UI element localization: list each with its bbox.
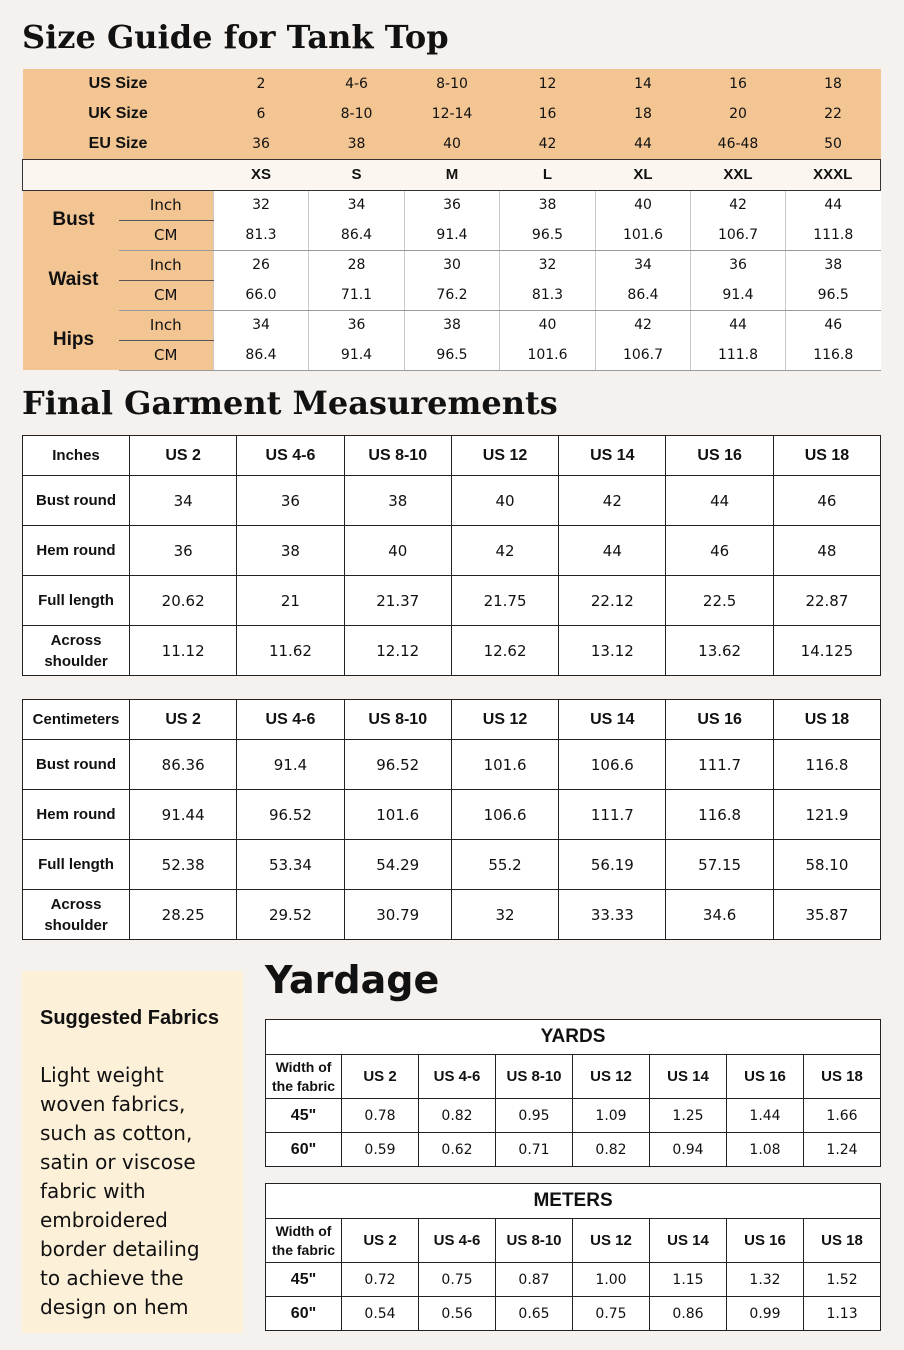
body-measurement-row <box>23 280 881 310</box>
measurement-value: 106.7 <box>691 220 786 250</box>
measurement-name: Hips <box>23 310 119 370</box>
yardage-value: 0.94 <box>650 1133 727 1167</box>
garment-value: 101.6 <box>451 740 558 790</box>
final-garment-title: Final Garment Measurements <box>22 384 558 422</box>
measurement-value: 101.6 <box>596 220 691 250</box>
yardage-header-row <box>266 1055 881 1099</box>
garment-value: 121.9 <box>773 790 880 840</box>
garment-value: 35.87 <box>773 890 880 940</box>
garment-row <box>23 626 881 676</box>
measurement-value: 86.4 <box>309 220 405 250</box>
conversion-value: 8-10 <box>405 69 500 99</box>
yardage-value: 0.54 <box>342 1297 419 1331</box>
garment-value: 29.52 <box>237 890 344 940</box>
measurement-unit: CM <box>119 220 214 250</box>
garment-value: 38 <box>237 526 344 576</box>
size-header: US 12 <box>573 1055 650 1099</box>
measurement-value: 91.4 <box>405 220 500 250</box>
garment-value: 20.62 <box>130 576 237 626</box>
yardage-table-yards <box>265 1019 881 1167</box>
garment-value: 56.19 <box>559 840 666 890</box>
size-header: US 18 <box>804 1219 881 1263</box>
size-header: US 4-6 <box>237 700 344 740</box>
measurement-unit: CM <box>119 280 214 310</box>
measurement-value: 111.8 <box>691 340 786 370</box>
garment-value: 52.38 <box>130 840 237 890</box>
size-header: US 18 <box>773 436 880 476</box>
garment-row <box>23 526 881 576</box>
yardage-value: 0.82 <box>573 1133 650 1167</box>
garment-value: 46 <box>773 476 880 526</box>
width-label: Width of the fabric <box>266 1055 342 1099</box>
size-header: US 14 <box>559 436 666 476</box>
yardage-value: 1.66 <box>804 1099 881 1133</box>
size-header: US 18 <box>804 1055 881 1099</box>
measurement-unit: Inch <box>119 190 214 220</box>
fabric-width: 45" <box>266 1099 342 1133</box>
measurement-value: 86.4 <box>214 340 309 370</box>
yardage-caption: METERS <box>266 1184 881 1219</box>
garment-header-row <box>23 436 881 476</box>
yardage-value: 0.95 <box>496 1099 573 1133</box>
yardage-value: 1.08 <box>727 1133 804 1167</box>
measurement-value: 96.5 <box>500 220 596 250</box>
size-header: US 14 <box>650 1219 727 1263</box>
yardage-row <box>266 1263 881 1297</box>
garment-value: 21.75 <box>451 576 558 626</box>
conversion-row <box>23 69 881 99</box>
size-header: US 2 <box>342 1055 419 1099</box>
measurement-unit: Inch <box>119 250 214 280</box>
garment-value: 38 <box>344 476 451 526</box>
suggested-fabrics-title: Suggested Fabrics <box>40 1007 219 1029</box>
garment-value: 106.6 <box>559 740 666 790</box>
measurement-value: 32 <box>500 250 596 280</box>
garment-header-row <box>23 700 881 740</box>
measurement-value: 81.3 <box>500 280 596 310</box>
letter-size-row <box>23 159 881 190</box>
size-header: US 12 <box>451 700 558 740</box>
garment-value: 55.2 <box>451 840 558 890</box>
measurement-value: 38 <box>405 310 500 340</box>
size-guide-table <box>22 69 881 371</box>
conversion-row <box>23 99 881 129</box>
measurement-value: 86.4 <box>596 280 691 310</box>
yardage-caption-row <box>266 1184 881 1219</box>
conversion-value: 44 <box>596 129 691 159</box>
measurement-value: 91.4 <box>309 340 405 370</box>
yardage-value: 0.56 <box>419 1297 496 1331</box>
garment-value: 46 <box>666 526 773 576</box>
conversion-value: 6 <box>214 99 309 129</box>
conversion-row <box>23 129 881 159</box>
measurement-value: 42 <box>596 310 691 340</box>
garment-value: 101.6 <box>344 790 451 840</box>
letter-size: XL <box>596 159 691 190</box>
conversion-value: 22 <box>786 99 881 129</box>
yardage-value: 0.59 <box>342 1133 419 1167</box>
conversion-label: UK Size <box>23 99 214 129</box>
yardage-row <box>266 1133 881 1167</box>
garment-row-label: Hem round <box>23 526 130 576</box>
garment-row <box>23 890 881 940</box>
conversion-value: 12 <box>500 69 596 99</box>
size-header: US 12 <box>451 436 558 476</box>
garment-value: 86.36 <box>130 740 237 790</box>
garment-value: 36 <box>237 476 344 526</box>
size-header: US 8-10 <box>496 1219 573 1263</box>
garment-value: 96.52 <box>237 790 344 840</box>
measurement-value: 36 <box>405 190 500 220</box>
conversion-value: 12-14 <box>405 99 500 129</box>
size-header: US 4-6 <box>419 1055 496 1099</box>
garment-row <box>23 476 881 526</box>
garment-table-inches <box>22 435 881 676</box>
garment-value: 21.37 <box>344 576 451 626</box>
size-header: US 2 <box>130 436 237 476</box>
unit-label: Inches <box>23 436 130 476</box>
garment-value: 91.44 <box>130 790 237 840</box>
garment-value: 116.8 <box>666 790 773 840</box>
measurement-value: 46 <box>786 310 881 340</box>
garment-value: 40 <box>451 476 558 526</box>
measurement-unit: CM <box>119 340 214 370</box>
yardage-value: 1.24 <box>804 1133 881 1167</box>
yardage-value: 0.99 <box>727 1297 804 1331</box>
garment-value: 34 <box>130 476 237 526</box>
garment-value: 30.79 <box>344 890 451 940</box>
yardage-value: 1.25 <box>650 1099 727 1133</box>
measurement-value: 40 <box>596 190 691 220</box>
size-header: US 2 <box>130 700 237 740</box>
measurement-value: 38 <box>786 250 881 280</box>
measurement-value: 44 <box>786 190 881 220</box>
conversion-value: 50 <box>786 129 881 159</box>
garment-value: 111.7 <box>666 740 773 790</box>
garment-value: 11.62 <box>237 626 344 676</box>
letter-size: XXL <box>691 159 786 190</box>
size-header: US 16 <box>666 436 773 476</box>
size-header: US 2 <box>342 1219 419 1263</box>
letter-size: XS <box>214 159 309 190</box>
garment-value: 53.34 <box>237 840 344 890</box>
measurement-value: 36 <box>691 250 786 280</box>
size-header: US 8-10 <box>344 700 451 740</box>
yardage-value: 1.15 <box>650 1263 727 1297</box>
yardage-value: 1.52 <box>804 1263 881 1297</box>
size-header: US 18 <box>773 700 880 740</box>
garment-row-label: Across shoulder <box>23 626 130 676</box>
measurement-value: 34 <box>214 310 309 340</box>
garment-value: 28.25 <box>130 890 237 940</box>
garment-row-label: Full length <box>23 840 130 890</box>
size-header: US 12 <box>573 1219 650 1263</box>
garment-row <box>23 790 881 840</box>
measurement-value: 26 <box>214 250 309 280</box>
letter-size: S <box>309 159 405 190</box>
garment-value: 106.6 <box>451 790 558 840</box>
yardage-value: 0.87 <box>496 1263 573 1297</box>
yardage-row <box>266 1099 881 1133</box>
measurement-value: 91.4 <box>691 280 786 310</box>
garment-row-label: Hem round <box>23 790 130 840</box>
garment-value: 54.29 <box>344 840 451 890</box>
yardage-value: 0.65 <box>496 1297 573 1331</box>
garment-value: 34.6 <box>666 890 773 940</box>
garment-value: 48 <box>773 526 880 576</box>
yardage-value: 0.75 <box>419 1263 496 1297</box>
measurement-value: 34 <box>596 250 691 280</box>
size-header: US 14 <box>559 700 666 740</box>
size-header: US 16 <box>727 1219 804 1263</box>
measurement-value: 32 <box>214 190 309 220</box>
yardage-value: 1.09 <box>573 1099 650 1133</box>
width-label: Width of the fabric <box>266 1219 342 1263</box>
size-header: US 16 <box>727 1055 804 1099</box>
conversion-value: 20 <box>691 99 786 129</box>
garment-value: 40 <box>344 526 451 576</box>
body-measurement-row <box>23 250 881 280</box>
garment-value: 33.33 <box>559 890 666 940</box>
garment-row-label: Full length <box>23 576 130 626</box>
body-measurement-row <box>23 220 881 250</box>
garment-row <box>23 740 881 790</box>
garment-value: 111.7 <box>559 790 666 840</box>
yardage-value: 1.32 <box>727 1263 804 1297</box>
garment-value: 22.5 <box>666 576 773 626</box>
garment-row-label: Bust round <box>23 740 130 790</box>
yardage-table-meters <box>265 1183 881 1331</box>
measurement-value: 42 <box>691 190 786 220</box>
garment-value: 22.12 <box>559 576 666 626</box>
garment-table-centimeters <box>22 699 881 940</box>
letter-size-corner <box>23 159 214 190</box>
garment-value: 91.4 <box>237 740 344 790</box>
yardage-row <box>266 1297 881 1331</box>
measurement-unit: Inch <box>119 310 214 340</box>
yardage-value: 1.00 <box>573 1263 650 1297</box>
garment-value: 36 <box>130 526 237 576</box>
conversion-label: US Size <box>23 69 214 99</box>
conversion-value: 18 <box>596 99 691 129</box>
fabric-width: 45" <box>266 1263 342 1297</box>
size-header: US 16 <box>666 700 773 740</box>
body-measurement-row <box>23 190 881 220</box>
garment-value: 13.12 <box>559 626 666 676</box>
body-measurement-row <box>23 310 881 340</box>
garment-value: 96.52 <box>344 740 451 790</box>
measurement-value: 81.3 <box>214 220 309 250</box>
conversion-value: 14 <box>596 69 691 99</box>
garment-value: 22.87 <box>773 576 880 626</box>
garment-value: 21 <box>237 576 344 626</box>
unit-label: Centimeters <box>23 700 130 740</box>
size-guide-title: Size Guide for Tank Top <box>22 18 449 56</box>
garment-value: 42 <box>559 476 666 526</box>
measurement-value: 106.7 <box>596 340 691 370</box>
measurement-value: 34 <box>309 190 405 220</box>
measurement-value: 30 <box>405 250 500 280</box>
measurement-value: 111.8 <box>786 220 881 250</box>
garment-row-label: Across shoulder <box>23 890 130 940</box>
garment-value: 44 <box>666 476 773 526</box>
letter-size: XXXL <box>786 159 881 190</box>
conversion-value: 16 <box>691 69 786 99</box>
size-header: US 8-10 <box>496 1055 573 1099</box>
garment-value: 13.62 <box>666 626 773 676</box>
conversion-value: 42 <box>500 129 596 159</box>
measurement-value: 96.5 <box>786 280 881 310</box>
size-header: US 4-6 <box>237 436 344 476</box>
measurement-value: 44 <box>691 310 786 340</box>
conversion-value: 8-10 <box>309 99 405 129</box>
letter-size: M <box>405 159 500 190</box>
garment-value: 12.12 <box>344 626 451 676</box>
yardage-title: Yardage <box>265 958 440 1002</box>
conversion-value: 46-48 <box>691 129 786 159</box>
yardage-caption: YARDS <box>266 1020 881 1055</box>
garment-value: 32 <box>451 890 558 940</box>
measurement-name: Bust <box>23 190 119 250</box>
body-measurement-row <box>23 340 881 370</box>
garment-value: 116.8 <box>773 740 880 790</box>
size-header: US 8-10 <box>344 436 451 476</box>
garment-row <box>23 576 881 626</box>
conversion-value: 2 <box>214 69 309 99</box>
fabric-width: 60" <box>266 1297 342 1331</box>
measurement-name: Waist <box>23 250 119 310</box>
yardage-caption-row <box>266 1020 881 1055</box>
yardage-value: 0.86 <box>650 1297 727 1331</box>
garment-value: 12.62 <box>451 626 558 676</box>
yardage-value: 0.71 <box>496 1133 573 1167</box>
suggested-fabrics-panel <box>22 971 243 1333</box>
letter-size: L <box>500 159 596 190</box>
yardage-value: 0.75 <box>573 1297 650 1331</box>
conversion-value: 36 <box>214 129 309 159</box>
conversion-value: 18 <box>786 69 881 99</box>
garment-value: 57.15 <box>666 840 773 890</box>
yardage-value: 1.44 <box>727 1099 804 1133</box>
measurement-value: 38 <box>500 190 596 220</box>
yardage-value: 0.82 <box>419 1099 496 1133</box>
yardage-value: 0.72 <box>342 1263 419 1297</box>
size-header: US 4-6 <box>419 1219 496 1263</box>
conversion-value: 4-6 <box>309 69 405 99</box>
yardage-value: 0.62 <box>419 1133 496 1167</box>
garment-value: 58.10 <box>773 840 880 890</box>
measurement-value: 116.8 <box>786 340 881 370</box>
measurement-value: 40 <box>500 310 596 340</box>
measurement-value: 71.1 <box>309 280 405 310</box>
measurement-value: 28 <box>309 250 405 280</box>
fabric-width: 60" <box>266 1133 342 1167</box>
conversion-value: 16 <box>500 99 596 129</box>
garment-row <box>23 840 881 890</box>
yardage-value: 1.13 <box>804 1297 881 1331</box>
yardage-value: 0.78 <box>342 1099 419 1133</box>
measurement-value: 66.0 <box>214 280 309 310</box>
measurement-value: 101.6 <box>500 340 596 370</box>
suggested-fabrics-text: Light weight woven fabrics, such as cotton, satin or viscose fabric with embroidered border detailing to achieve the design on hem <box>40 1063 200 1319</box>
conversion-value: 40 <box>405 129 500 159</box>
garment-value: 44 <box>559 526 666 576</box>
yardage-header-row <box>266 1219 881 1263</box>
garment-value: 42 <box>451 526 558 576</box>
garment-value: 14.125 <box>773 626 880 676</box>
garment-row-label: Bust round <box>23 476 130 526</box>
size-header: US 14 <box>650 1055 727 1099</box>
conversion-value: 38 <box>309 129 405 159</box>
measurement-value: 76.2 <box>405 280 500 310</box>
garment-value: 11.12 <box>130 626 237 676</box>
measurement-value: 96.5 <box>405 340 500 370</box>
conversion-label: EU Size <box>23 129 214 159</box>
measurement-value: 36 <box>309 310 405 340</box>
